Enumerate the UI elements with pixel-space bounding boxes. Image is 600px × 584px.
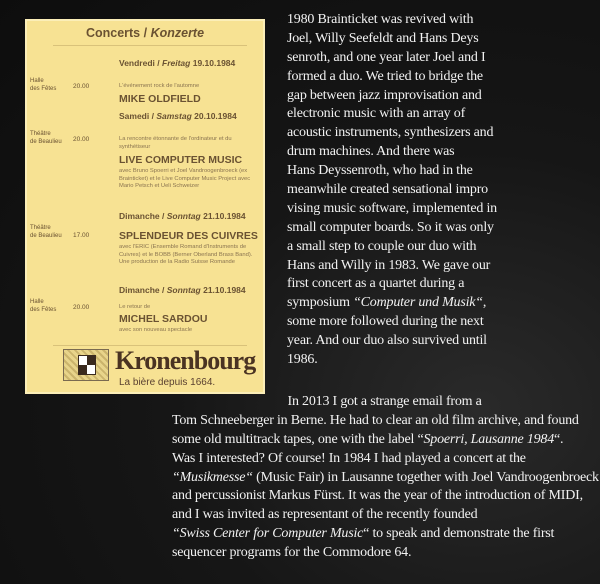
paragraph-1	[287, 11, 497, 370]
text-line	[172, 487, 599, 506]
day-de: Sonntag	[166, 285, 201, 295]
day-de: Freitag	[162, 58, 191, 68]
event-date: Dimanche / Sonntag 21.10.1984	[119, 285, 246, 295]
text-line	[287, 219, 497, 238]
text-line	[172, 544, 599, 563]
event-details: avec l'ERIC (Ensemble Romand d'Instruments de Cuivres) et le BOBB (Berner Oberland Brass Band). Une production de la Radio Suisse Romande	[119, 244, 253, 265]
text-line	[287, 332, 497, 351]
text-segment: drum machines. And there was	[287, 144, 455, 160]
text-line	[287, 105, 497, 124]
day-fr: Vendredi	[119, 58, 155, 68]
italic-title: “Swiss Center for Computer Music	[172, 526, 364, 542]
text-line	[287, 238, 497, 257]
text-segment: first concert as a quartet during a	[287, 276, 465, 292]
paragraph-2	[172, 393, 599, 563]
text-line	[287, 49, 497, 68]
day-fr: Dimanche	[119, 211, 160, 221]
event-artist: MICHEL SARDOU	[119, 313, 208, 325]
text-line	[287, 257, 497, 276]
text-segment: meanwhile created sensational impro	[287, 182, 488, 198]
text-segment: In 2013 I got a strange email from a	[172, 394, 482, 409]
event-date: Vendredi / Freitag 19.10.1984	[119, 58, 236, 68]
text-line	[172, 469, 599, 488]
text-segment: electronic music with an array of	[287, 106, 466, 122]
text-line	[287, 11, 497, 30]
text-segment: year. And our duo also survived until	[287, 333, 487, 349]
text-segment: senroth, and one year later Joel and I	[287, 49, 486, 65]
text-line	[172, 412, 599, 431]
event-artist: SPLENDEUR DES CUIVRES	[119, 230, 258, 242]
text-segment: some more followed during the next	[287, 314, 484, 330]
event-date: Samedi / Samstag 20.10.1984	[119, 111, 237, 121]
text-segment: a small step to couple our duo with	[287, 238, 477, 254]
date: 19.10.1984	[192, 58, 236, 68]
event-artist: MIKE OLDFIELD	[119, 93, 201, 105]
day-de: Sonntag	[166, 211, 201, 221]
event-time: 17.00	[73, 232, 90, 239]
text-segment: acoustic instruments, synthesizers and	[287, 125, 494, 141]
text-line	[287, 200, 497, 219]
text-line	[287, 275, 497, 294]
event-description: Le retour de	[119, 304, 151, 310]
text-segment: 1980 Brainticket was revived with	[287, 12, 474, 27]
italic-title: “Musikmesse“	[172, 469, 253, 485]
text-line	[287, 313, 497, 332]
concert-poster	[27, 21, 263, 392]
text-segment: Hans and Willy in 1983. We gave our	[287, 257, 491, 273]
text-segment: Hans Deyssenroth, who had in the	[287, 163, 473, 179]
text-line	[172, 525, 599, 544]
text-line	[287, 162, 497, 181]
event-description: L'événement rock de l'automne	[119, 83, 200, 89]
event-time: 20.00	[73, 304, 90, 311]
crest-logo-icon	[63, 349, 109, 381]
event-venue: Théâtre de Beaulieu	[30, 225, 62, 239]
text-segment: and percussionist Markus Fürst. It was the year of the introduction of MIDI,	[172, 488, 583, 504]
sponsor-slogan: La bière depuis 1664.	[119, 377, 216, 388]
date: 21.10.1984	[203, 211, 246, 221]
italic-title: “Computer und Musik“	[353, 295, 483, 311]
text-segment: Joel, Willy Seefeldt and Hans Deys	[287, 30, 479, 46]
title-sep: /	[140, 26, 151, 40]
text-segment: (Music Fair) in Lausanne together with Joel Vandroogenbroeck	[252, 469, 599, 485]
text-segment: Tom Schneeberger in Berne. He had to clear an old film archive, and found	[172, 412, 579, 428]
text-line	[287, 30, 497, 49]
text-segment: Was I interested? Of course! In 1984 I had played a concert at the	[172, 450, 526, 466]
text-segment: “.	[554, 431, 564, 447]
sponsor-logo: Kronenbourg	[115, 346, 256, 375]
day-de: Samstag	[156, 111, 192, 121]
text-segment: ,	[482, 295, 487, 311]
divider	[53, 45, 247, 46]
event-date: Dimanche / Sonntag 21.10.1984	[119, 211, 246, 221]
text-segment: gap between jazz improvisation and	[287, 87, 482, 103]
text-line	[287, 143, 497, 162]
text-segment: small computer boards. So it was only	[287, 219, 494, 235]
day-fr: Samedi	[119, 111, 150, 121]
event-description: La rencontre étonnante de l'ordinateur et du synthétiseur	[119, 136, 232, 150]
text-line	[172, 393, 599, 412]
event-details: avec Bruno Spoerri et Joel Vandroogenbroeck (ex Brainticket) et le Live Computer Music Project avec Mario Petsch et Ueli Schweizer	[119, 168, 251, 189]
date: 21.10.1984	[203, 285, 246, 295]
text-segment: symposium	[287, 295, 354, 311]
text-segment: and I was invited as representant of the recently founded	[172, 507, 478, 523]
event-time: 20.00	[73, 136, 90, 143]
text-segment: formed a duo. We tried to bridge the	[287, 68, 483, 84]
event-venue: Halle des Fêtes	[30, 299, 57, 313]
event-time: 20.00	[73, 83, 90, 90]
text-line	[172, 506, 599, 525]
text-segment: vising music software, implemented in	[287, 200, 497, 216]
text-line	[287, 124, 497, 143]
text-segment: “ to speak and demonstrate the first	[363, 526, 555, 542]
text-segment: some old multitrack tapes, one with the label “	[172, 431, 424, 447]
text-line	[172, 431, 599, 450]
event-venue: Théâtre de Beaulieu	[30, 131, 62, 145]
text-segment: sequencer programs for the Commodore 64.	[172, 545, 412, 561]
text-line	[287, 68, 497, 87]
title-fr: Concerts	[85, 26, 141, 40]
event-artist: LIVE COMPUTER MUSIC	[119, 154, 243, 166]
text-line	[287, 294, 497, 313]
text-line	[287, 181, 497, 200]
day-fr: Dimanche	[119, 285, 160, 295]
title-de: Konzerte	[150, 26, 205, 40]
text-segment: 1986.	[287, 352, 318, 368]
text-line	[287, 87, 497, 106]
text-line	[287, 351, 497, 370]
italic-title: Spoerri, Lausanne 1984	[423, 431, 555, 447]
date: 20.10.1984	[194, 111, 237, 121]
event-details: avec son nouveau spectacle	[119, 327, 193, 333]
poster-title	[27, 26, 263, 40]
text-line	[172, 450, 599, 469]
event-venue: Halle des Fêtes	[30, 78, 57, 92]
